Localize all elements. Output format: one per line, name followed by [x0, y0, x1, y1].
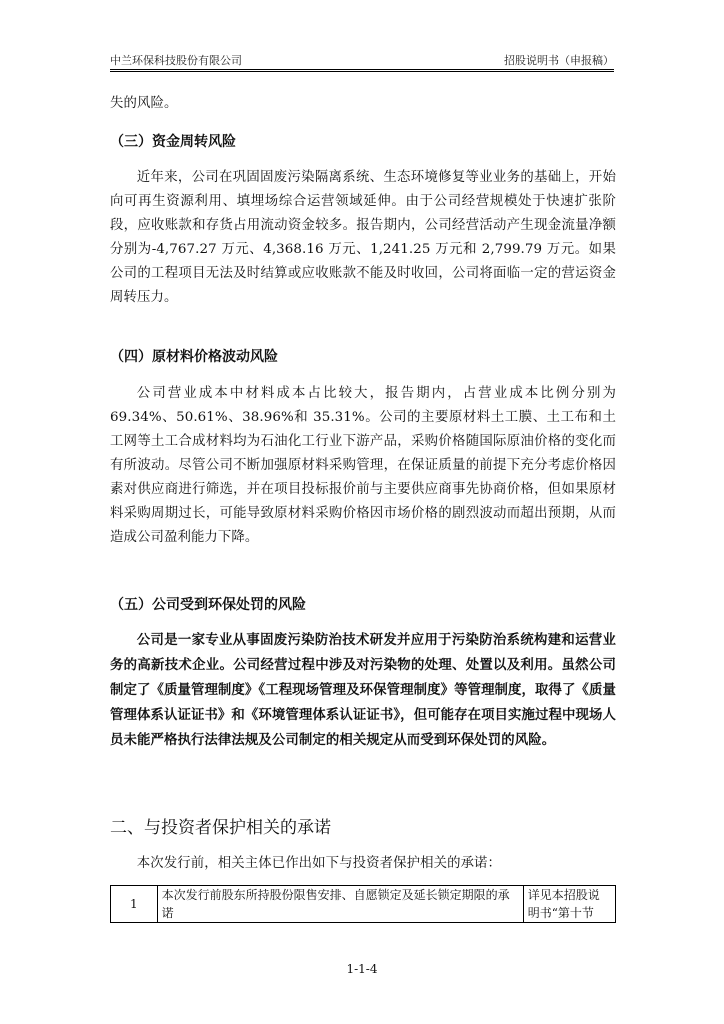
- header-doc-title: 招股说明书（申报稿）: [504, 54, 614, 67]
- row-reference: 详见本招股说明书“第十节: [523, 886, 615, 923]
- header-rule: [110, 69, 614, 70]
- page-number: 1-1-4: [346, 962, 378, 976]
- row-number: 1: [111, 886, 158, 923]
- table-row: [111, 886, 616, 923]
- paragraph-environmental-penalty: 公司是一家专业从事固废污染防治技术研发并应用于污染防治系统构建和运营业务的高新技术企业。公司经营过程中涉及对污染物的处理、处置以及利用。虽然公司制定了《质量管理制度》《工程现场管理及环保管理制度》等管理制度，取得了《质量管理体系认证证书》和《环境管理体系认证证书》，但可能存在项目实施过程中现场人员未能严格执行法律法规及公司制定的相关规定从而受到环保处罚的风险。: [110, 632, 616, 748]
- chapter-heading: 二、与投资者保护相关的承诺: [110, 818, 331, 838]
- continued-paragraph: 失的风险。: [110, 96, 178, 111]
- paragraph-commitment-intro: 本次发行前，相关主体已作出如下与投资者保护相关的承诺：: [136, 856, 502, 871]
- header-rule-2: [110, 71, 614, 72]
- section-heading-3: （三）资金周转风险: [110, 134, 236, 150]
- paragraph-raw-material: 公司营业成本中材料成本占比较大，报告期内，占营业成本比例分别为 69.34%、50.61%、38.96%和 35.31%。公司的主要原材料土工膜、土工布和土工网等土工合成材料均为石油化工行业下游产品，采购价格随国际原油价格的变化而有所波动。尽管公司不断加强原材料采购管理，在保证质量的前提下充分考虑价格因素对供应商进行筛选，并在项目投标报价前与主要供应商事先协商价格，但如果原材料采购周期过长，可能导致原材料采购价格因市场价格的剧烈波动而超出预期，从而造成公司盈利能力下降。: [110, 386, 616, 545]
- section-heading-4: （四）原材料价格波动风险: [110, 349, 278, 365]
- paragraph-capital-turnover: 近年来，公司在巩固固废污染隔离系统、生态环境修复等业业务的基础上，开始向可再生资源利用、填埋场综合运营领域延伸。由于公司经营规模处于快速扩张阶段，应收账款和存货占用流动资金较多。报告期内，公司经营活动产生现金流量净额分别为-4,767.27 万元、4,368.16 万元、1,241.25 万元和 2,799.79 万元。如果公司的工程项目无法及时结算或应收账款不能及时收回，公司将面临一定的营运资金周转压力。: [110, 170, 616, 305]
- section-heading-5: （五）公司受到环保处罚的风险: [110, 597, 306, 613]
- page-header: [110, 52, 614, 68]
- header-company: 中兰环保科技股份有限公司: [110, 54, 242, 67]
- row-description: 本次发行前股东所持股份限售安排、自愿锁定及延长锁定期限的承诺: [157, 886, 523, 923]
- commitment-table: [110, 885, 616, 923]
